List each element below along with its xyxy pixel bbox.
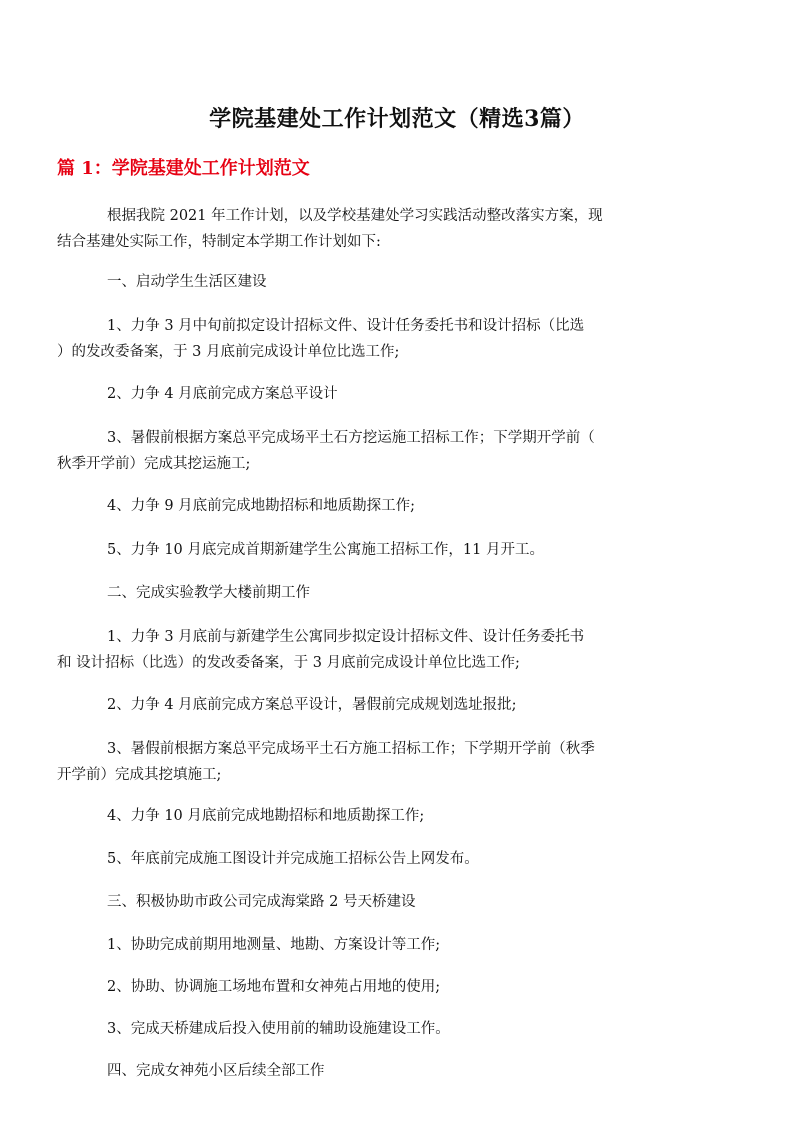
paragraph-line: 三、积极协助市政公司完成海棠路 2 号天桥建设 (107, 894, 416, 910)
paragraph-line: 4、力争 9 月底前完成地勘招标和地质勘探工作; (107, 498, 416, 514)
paragraph-line: 2、协助、协调施工场地布置和女神苑占用地的使用; (107, 979, 441, 995)
section-heading: 篇 1：学院基建处工作计划范文 (57, 158, 310, 179)
paragraph-line: 3、完成天桥建成后投入使用前的辅助设施建设工作。 (107, 1021, 450, 1037)
paragraph-intro (57, 203, 657, 255)
paragraph-item (57, 932, 657, 958)
document-title: 学院基建处工作计划范文（精选3篇） (209, 106, 585, 132)
paragraph-line: 2、力争 4 月底前完成方案总平设计，暑假前完成规划选址报批; (107, 697, 517, 713)
paragraph-heading-4 (57, 1058, 657, 1084)
paragraph-line: 一、启动学生生活区建设 (107, 274, 267, 290)
paragraph-item (57, 1016, 657, 1042)
paragraph-line: 3、暑假前根据方案总平完成场平土石方施工招标工作；下学期开学前（秋季 (107, 741, 595, 757)
paragraph-line: 4、力争 10 月底前完成地勘招标和地质勘探工作; (107, 808, 425, 824)
paragraph-line: 1、力争 3 月底前与新建学生公寓同步拟定设计招标文件、设计任务委托书 (107, 629, 585, 645)
paragraph-heading-2 (57, 580, 657, 606)
paragraph-line: 和 设计招标（比选）的发改委备案，于 3 月底前完成设计单位比选工作; (57, 655, 520, 671)
paragraph-line: 根据我院 2021 年工作计划，以及学校基建处学习实践活动整改落实方案，现 (107, 208, 603, 224)
paragraph-item (57, 736, 657, 788)
paragraph-line: 5、年底前完成施工图设计并完成施工招标公告上网发布。 (107, 851, 479, 867)
paragraph-line: ）的发改委备案，于 3 月底前完成设计单位比选工作; (57, 344, 400, 360)
paragraph-line: 四、完成女神苑小区后续全部工作 (107, 1063, 325, 1079)
paragraph-line: 秋季开学前）完成其挖运施工; (57, 456, 251, 472)
paragraph-line: 5、力争 10 月底完成首期新建学生公寓施工招标工作，11 月开工。 (107, 542, 544, 558)
paragraph-item (57, 692, 657, 718)
paragraph-item (57, 313, 657, 365)
paragraph-line: 1、协助完成前期用地测量、地勘、方案设计等工作; (107, 937, 441, 953)
paragraph-heading-3 (57, 889, 657, 915)
paragraph-line: 二、完成实验教学大楼前期工作 (107, 585, 310, 601)
paragraph-line: 2、力争 4 月底前完成方案总平设计 (107, 386, 338, 402)
paragraph-heading-1 (57, 269, 657, 295)
paragraph-item (57, 381, 657, 407)
paragraph-line: 1、力争 3 月中旬前拟定设计招标文件、设计任务委托书和设计招标（比选 (107, 318, 585, 334)
paragraph-item (57, 974, 657, 1000)
paragraph-item (57, 846, 657, 872)
paragraph-item (57, 425, 657, 477)
paragraph-item (57, 537, 657, 563)
paragraph-line: 结合基建处实际工作，特制定本学期工作计划如下: (57, 234, 381, 250)
paragraph-line: 3、暑假前根据方案总平完成场平土石方挖运施工招标工作；下学期开学前（ (107, 430, 595, 446)
paragraph-item (57, 624, 657, 676)
paragraph-line: 开学前）完成其挖填施工; (57, 767, 222, 783)
paragraph-item (57, 493, 657, 519)
paragraph-item (57, 803, 657, 829)
